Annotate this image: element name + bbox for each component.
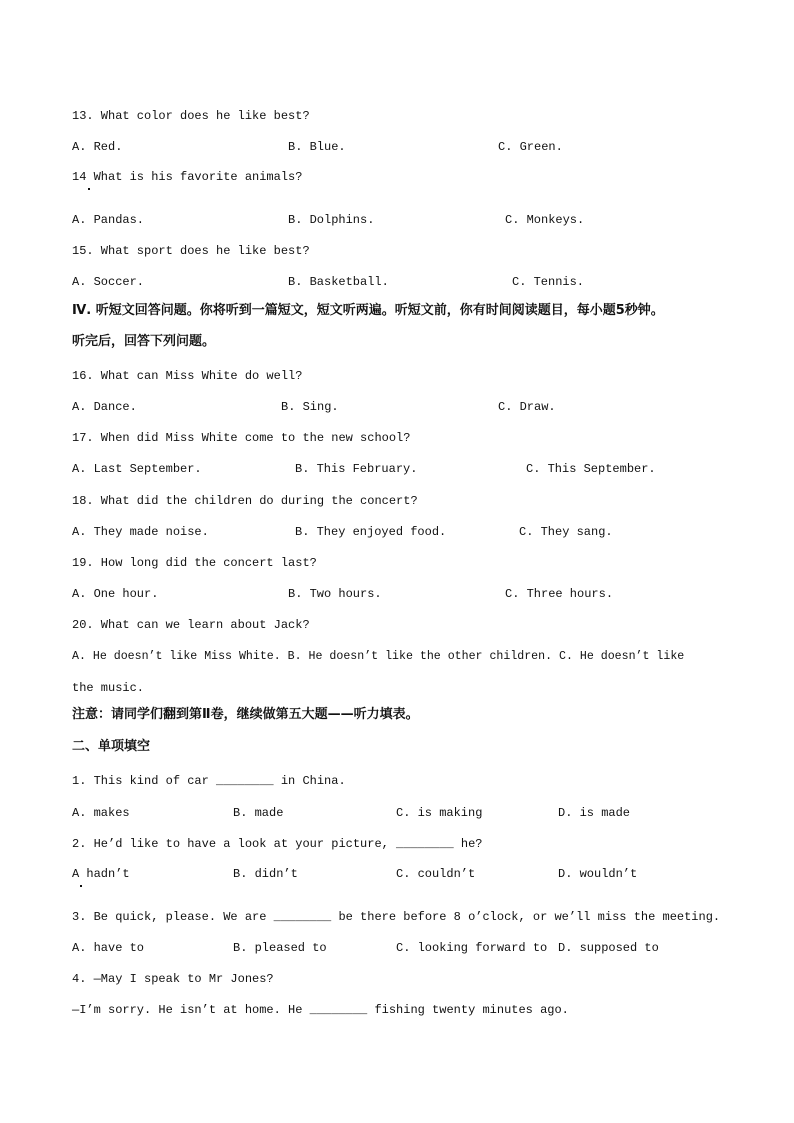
blank-question-1: 1. This kind of car ________ in China. [72, 774, 346, 788]
q13-option-a: A. Red. [72, 140, 123, 154]
q20-options: A. He doesn’t like Miss White. B. He doesn’t like the other children. C. He doesn’t like [72, 650, 685, 663]
q17-option-b: B. This February. [295, 462, 418, 476]
punctuation-dot [88, 188, 90, 190]
s2-option-c: C. couldn’t [396, 867, 476, 881]
q18-option-c: C. They sang. [519, 525, 613, 539]
q16-option-c: C. Draw. [498, 400, 556, 414]
q19-option-a: A. One hour. [72, 587, 159, 601]
s3-option-a: A. have to [72, 941, 145, 955]
q18-option-a: A. They made noise. [72, 525, 209, 539]
punctuation-dot [80, 885, 82, 887]
s2-option-d: D. wouldn’t [558, 867, 638, 881]
question-19: 19. How long did the concert last? [72, 556, 317, 570]
s1-option-d: D. is made [558, 806, 631, 820]
q14-option-a: A. Pandas. [72, 213, 145, 227]
q15-option-b: B. Basketball. [288, 275, 389, 289]
q13-option-c: C. Green. [498, 140, 563, 154]
question-17: 17. When did Miss White come to the new school? [72, 431, 411, 445]
s3-option-b: B. pleased to [233, 941, 327, 955]
blank-question-4-response: —I’m sorry. He isn’t at home. He ________ fishing twenty minutes ago. [72, 1003, 569, 1017]
question-20: 20. What can we learn about Jack? [72, 618, 310, 632]
question-16: 16. What can Miss White do well? [72, 369, 303, 383]
section-4-instructions-cont: 听完后，回答下列问题。 [72, 334, 216, 349]
blank-question-2: 2. He’d like to have a look at your picture, ________ he? [72, 837, 483, 851]
q16-option-a: A. Dance. [72, 400, 137, 414]
blank-question-4: 4. —May I speak to Mr Jones? [72, 972, 274, 986]
q16-option-b: B. Sing. [281, 400, 339, 414]
q14-option-c: C. Monkeys. [505, 213, 585, 227]
q13-option-b: B. Blue. [288, 140, 346, 154]
s2-option-a: A hadn’t [72, 867, 130, 881]
q19-option-c: C. Three hours. [505, 587, 614, 601]
q19-option-b: B. Two hours. [288, 587, 382, 601]
question-14: 14 What is his favorite animals? [72, 170, 303, 184]
q17-option-c: C. This September. [526, 462, 656, 476]
blank-question-3: 3. Be quick, please. We are ________ be there before 8 o’clock, or we’ll miss the meeting. [72, 910, 721, 924]
s1-option-c: C. is making [396, 806, 483, 820]
s1-option-a: A. makes [72, 806, 130, 820]
question-13: 13. What color does he like best? [72, 109, 310, 123]
q14-option-b: B. Dolphins. [288, 213, 375, 227]
s3-option-d: D. supposed to [558, 941, 659, 955]
s3-option-c: C. looking forward to [396, 941, 548, 955]
q15-option-c: C. Tennis. [512, 275, 585, 289]
q18-option-b: B. They enjoyed food. [295, 525, 447, 539]
q15-option-a: A. Soccer. [72, 275, 145, 289]
section-2-heading: 二、单项填空 [72, 739, 151, 754]
question-15: 15. What sport does he like best? [72, 244, 310, 258]
note-instruction: 注意：请同学们翻到第Ⅱ卷，继续做第五大题——听力填表。 [72, 707, 419, 722]
s1-option-b: B. made [233, 806, 284, 820]
section-4-instructions: Ⅳ. 听短文回答问题。你将听到一篇短文，短文听两遍。听短文前，你有时间阅读题目，每小题5秒钟。 [72, 303, 664, 318]
question-18: 18. What did the children do during the concert? [72, 494, 418, 508]
s2-option-b: B. didn’t [233, 867, 298, 881]
q17-option-a: A. Last September. [72, 462, 202, 476]
q20-options-cont: the music. [72, 681, 145, 695]
